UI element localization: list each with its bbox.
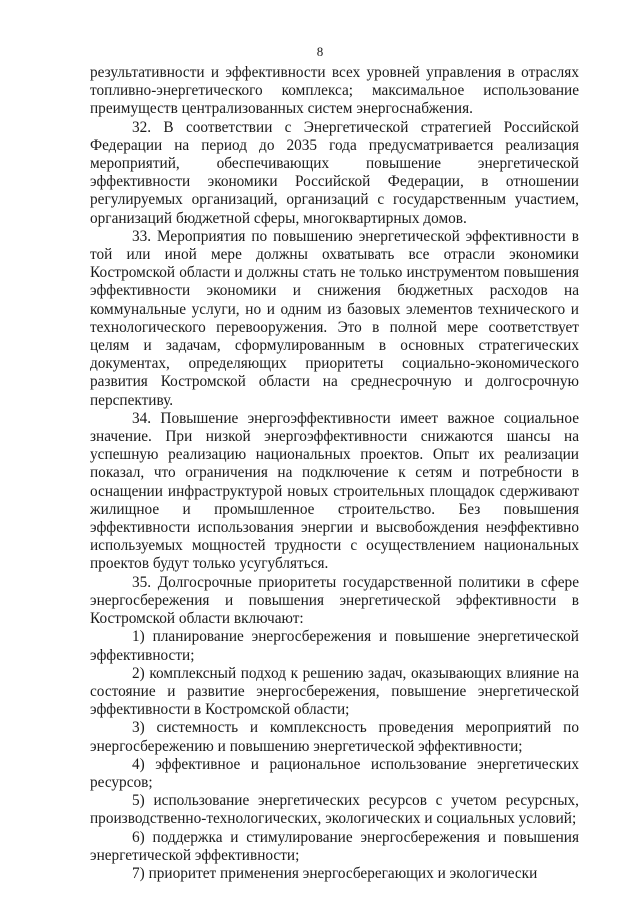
- list-item-6: 6) поддержка и стимулирование энергосбережения и повышения энергетической эффективности;: [90, 828, 579, 864]
- paragraph-continuation: результативности и эффективности всех уровней управления в отраслях топливно-энергетического комплекса; максимальное использование преимуществ централизованных систем энергоснабжения.: [90, 64, 579, 118]
- paragraph-34: 34. Повышение энергоэффективности имеет важное социальное значение. При низкой энергоэффективности снижаются шансы на успешную реализацию национальных проектов. Опыт их реализации показал, что ограничения на подключение к сетям и потребности в оснащении инфраструктурой новых строительных площадок сдерживают жилищное и промышленное строительство. Без повышения эффективности использования энергии и высвобождения неэффективно используемых мощностей трудности с осуществлением национальных проектов будут только усугубляться.: [90, 409, 579, 573]
- page-number: 8: [316, 44, 324, 59]
- list-item-3: 3) системность и комплексность проведения мероприятий по энергосбережению и повышению энергетической эффективности;: [90, 719, 579, 755]
- paragraph-35: 35. Долгосрочные приоритеты государственной политики в сфере энергосбережения и повышения энергетической эффективности в Костромской области включают:: [90, 573, 579, 628]
- list-item-4: 4) эффективное и рациональное использование энергетических ресурсов;: [90, 755, 579, 791]
- list-item-1: 1) планирование энергосбережения и повышение энергетической эффективности;: [90, 628, 579, 664]
- document-body: [90, 64, 579, 883]
- paragraph-32: 32. В соответствии с Энергетической стратегией Российской Федерации на период до 2035 года предусматривается реализация мероприятий, обеспечивающих повышение энергетической эффективности экономики Российской Федерации, в отношении регулируемых организаций, организаций с государственным участием, организаций бюджетной сферы, многоквартирных домов.: [90, 118, 579, 227]
- paragraph-33: 33. Мероприятия по повышению энергетической эффективности в той или иной мере должны охватывать все отрасли экономики Костромской области и должны стать не только инструментом повышения эффективности экономики и снижения бюджетных расходов на коммунальные услуги, но и одним из базовых элементов технического и технологического перевооружения. Это в полной мере соответствует целям и задачам, сформулированным в основных стратегических документах, определяющих приоритеты социально-экономического развития Костромской области на среднесрочную и долгосрочную перспективу.: [90, 227, 579, 409]
- list-item-2: 2) комплексный подход к решению задач, оказывающих влияние на состояние и развитие энергосбережения, повышение энергетической эффективности в Костромской области;: [90, 664, 579, 719]
- list-item-7: 7) приоритет применения энергосберегающих и экологически: [132, 864, 538, 882]
- list-item-5: 5) использование энергетических ресурсов с учетом ресурсных, производственно-технологических, экологических и социальных условий;: [90, 792, 579, 828]
